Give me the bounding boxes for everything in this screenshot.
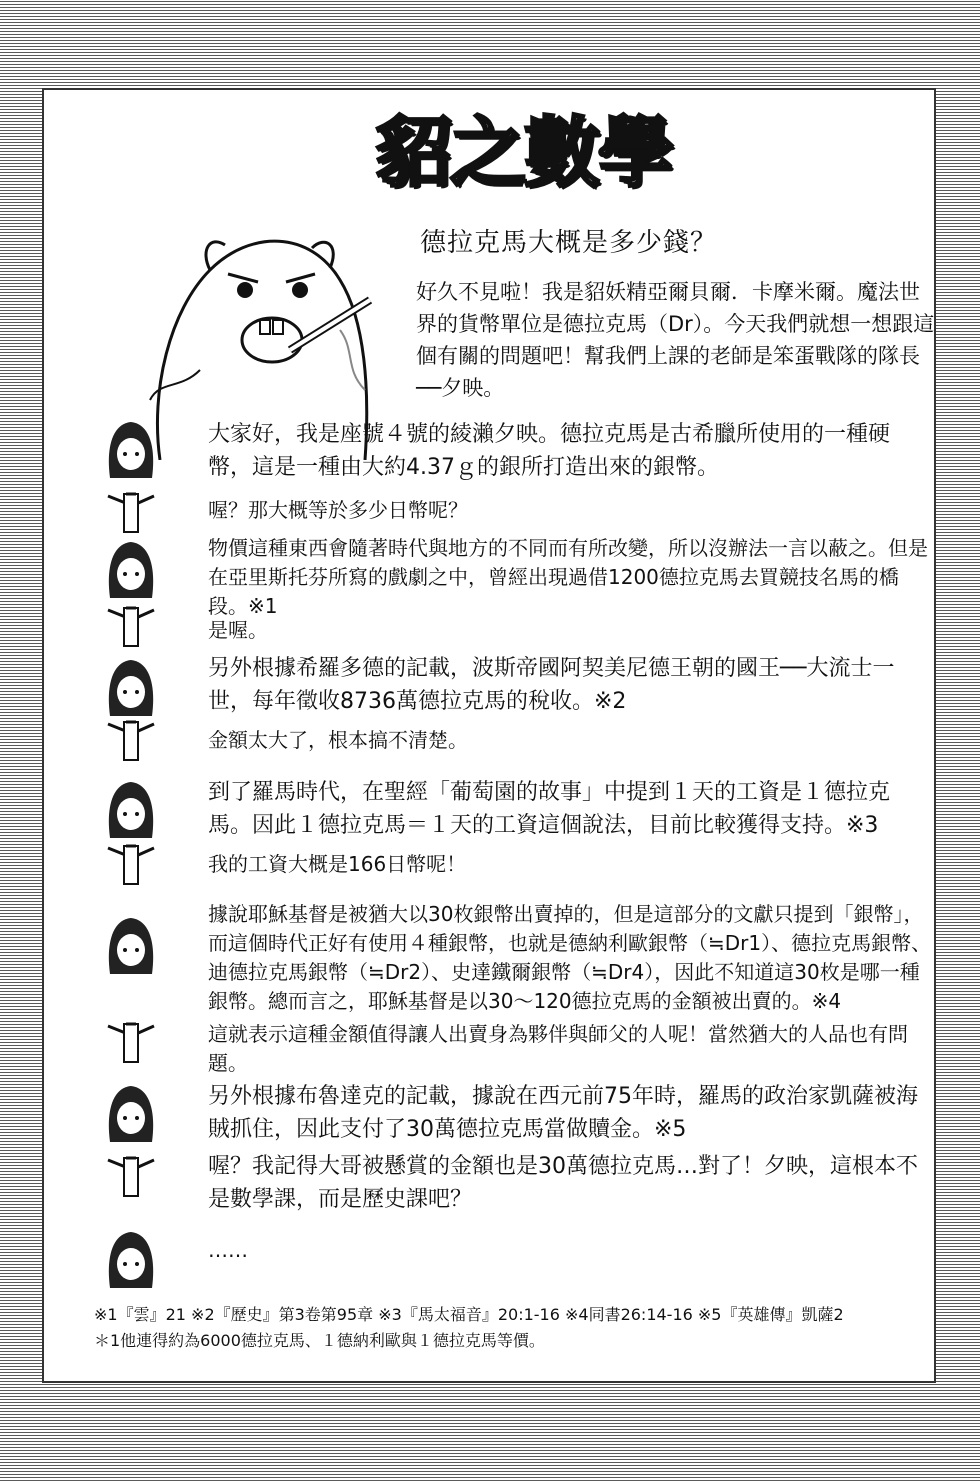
dialogue-text: 我的工資大概是166日幣呢！ (208, 852, 467, 876)
chamo-avatar-icon (102, 1154, 160, 1198)
dialogue-text: 喔？我記得大哥被懸賞的金額也是30萬德拉克馬…對了！夕映，這根本不是數學課，而是歷史課吧？ (208, 1154, 918, 1212)
yue-avatar-icon (102, 914, 160, 978)
chamo-avatar-icon (102, 604, 160, 648)
chamo-avatar-icon (102, 1020, 160, 1064)
dialogue-text: 喔？那大概等於多少日幣呢？ (208, 498, 468, 522)
footnote-line: ※1『雲』21 ※2『歷史』第3卷第95章 ※3『馬太福音』20:1-16 ※4同書26:14-16 ※5『英雄傳』凱薩2 (94, 1305, 844, 1324)
dialogue-text: 這就表示這種金額值得讓人出賣身為夥伴與師父的人呢！當然猶大的人品也有問題。 (208, 1022, 908, 1075)
dialogue-text: 另外根據希羅多德的記載，波斯帝國阿契美尼德王朝的國王──大流士一世，每年徵收8736萬德拉克馬的稅收。※2 (208, 656, 895, 714)
lesson-subtitle: 德拉克馬大概是多少錢？ (420, 228, 718, 258)
dialogue-text: 是喔。 (208, 618, 268, 642)
page-title: 貂之數學 (376, 108, 672, 197)
dialogue-text: 物價這種東西會隨著時代與地方的不同而有所改變，所以沒辦法一言以蔽之。但是在亞里斯托芬所寫的戲劇之中，曾經出現過借1200德拉克馬去買競技名馬的橋段。※1 (208, 536, 928, 618)
content-panel (42, 88, 936, 1383)
yue-avatar-icon (102, 1228, 160, 1292)
dialogue-text: 金額太大了，根本搞不清楚。 (208, 728, 468, 752)
yue-avatar-icon (102, 418, 160, 482)
dialogue-text: 大家好，我是座號４號的綾瀨夕映。德拉克馬是古希臘所使用的一種硬幣，這是一種由大約4.37ｇ的銀所打造出來的銀幣。 (208, 422, 891, 480)
yue-avatar-icon (102, 538, 160, 602)
footnotes (94, 1302, 914, 1354)
intro-paragraph: 好久不見啦！我是貂妖精亞爾貝爾．卡摩米爾。魔法世界的貨幣單位是德拉克馬（Dr）。今天我們就想一想跟這個有關的問題吧！幫我們上課的老師是笨蛋戰隊的隊長──夕映。 (416, 280, 935, 400)
dialogue-text: 另外根據布魯達克的記載，據說在西元前75年時，羅馬的政治家凱薩被海賊抓住，因此支付了30萬德拉克馬當做贖金。※5 (208, 1084, 918, 1142)
chamo-avatar-icon (102, 490, 160, 534)
chamo-avatar-icon (102, 842, 160, 886)
dialogue-text: …… (208, 1238, 248, 1262)
dialogue-text: 據說耶穌基督是被猶大以30枚銀幣出賣掉的，但是這部分的文獻只提到「銀幣」，而這個時代正好有使用４種銀幣，也就是德納利歐銀幣（≒Dr1）、德拉克馬銀幣、迪德拉克馬銀幣（≒Dr2）、史達鐵爾銀幣（≒Dr4），因此不知道這30枚是哪一種銀幣。總而言之，耶穌基督是以30～120德拉克馬的金額被出賣的。※4 (208, 902, 932, 1013)
chamo-avatar-icon (102, 718, 160, 762)
footnote-line: ＊1他連得約為6000德拉克馬、１德納利歐與１德拉克馬等價。 (94, 1331, 545, 1350)
yue-avatar-icon (102, 778, 160, 842)
yue-avatar-icon (102, 1082, 160, 1146)
yue-avatar-icon (102, 656, 160, 720)
dialogue-text: 到了羅馬時代，在聖經「葡萄園的故事」中提到１天的工資是１德拉克馬。因此１德拉克馬＝１天的工資這個說法，目前比較獲得支持。※3 (208, 780, 891, 838)
